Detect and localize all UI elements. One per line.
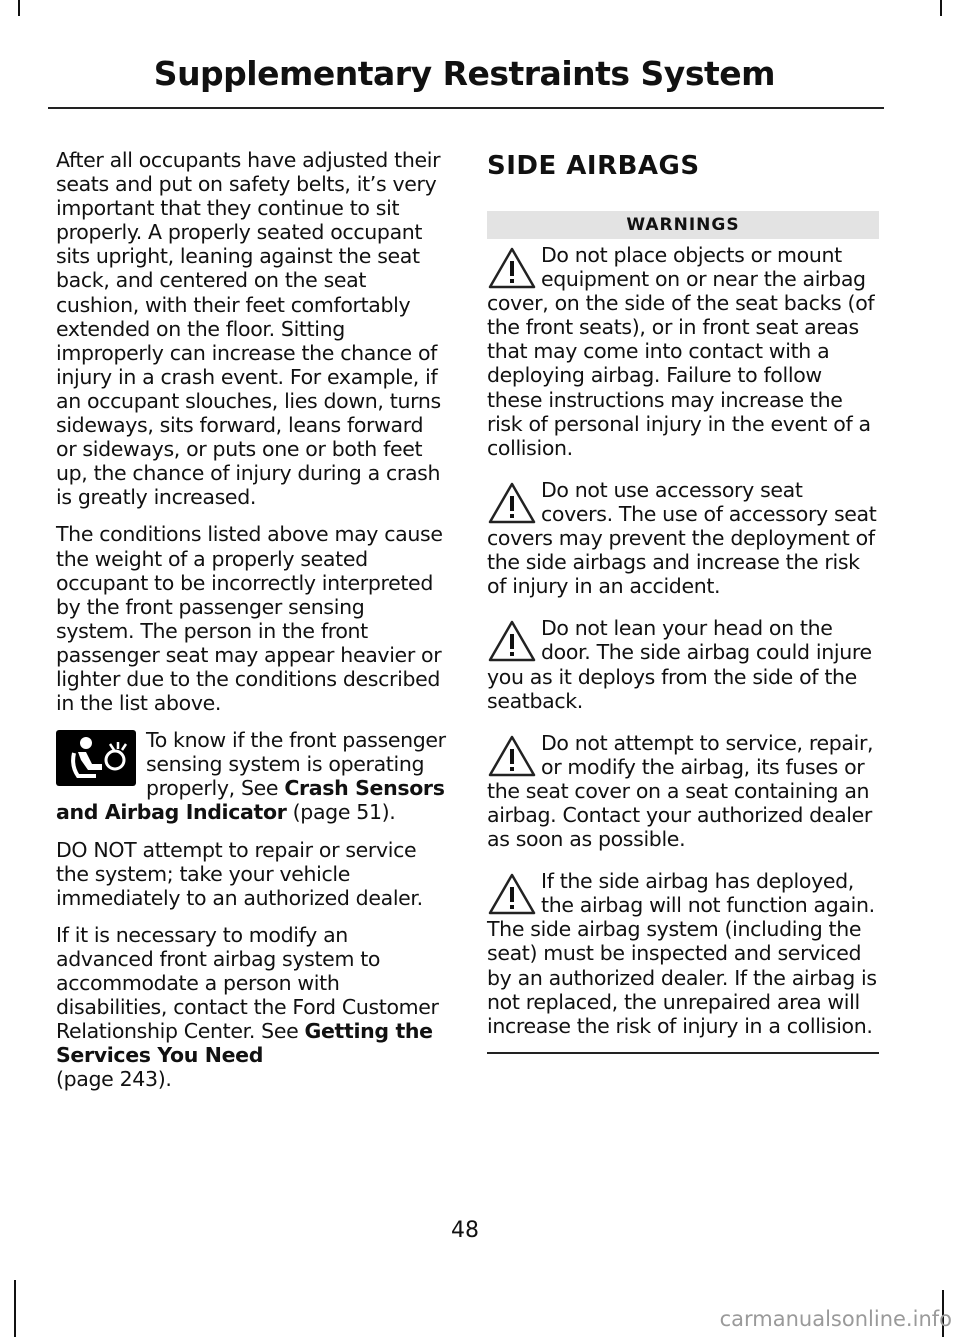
- warning-triangle-icon: [487, 619, 537, 663]
- crop-mark-bottom-left: [14, 1280, 16, 1337]
- warning-item: [487, 616, 879, 712]
- warning-item: [487, 731, 879, 851]
- warning-text: Do not place objects or mount equipment on or near the airbag cover, on the side of the seat backs (of the front seats), or in front seat areas that may come into contact with a deploying airbag. Failure to follow these instructions may increase the risk of personal injury in the event of a collision.: [487, 243, 875, 460]
- paragraph-disabilities: [56, 923, 448, 1092]
- header-rule: [48, 107, 884, 109]
- note-text: To know if the front passenger sensing system is operating properly, See: [146, 728, 446, 801]
- warning-item: [487, 243, 879, 460]
- crop-mark-top-left: [18, 0, 20, 16]
- getting-services-link[interactable]: Getting the Services You Need: [56, 1019, 433, 1068]
- paragraph-sitting-properly: After all occupants have adjusted their seats and put on safety belts, it’s very important that they continue to sit properly. A properly seated occupant sits upright, leaning against the seat back, and centered on the seat cushion, with their feet comfortably extended on the floor. Sitting improperly can increase the chance of injury in a crash event. For example, if an occupant slouches, lies down, turns sideways, sits forward, leans forward or sideways, or puts one or both feet up, the chance of injury during a crash is greatly increased.: [56, 148, 441, 510]
- airbag-passenger-icon: [56, 730, 136, 786]
- left-column: [56, 148, 448, 1104]
- warning-triangle-icon: [487, 872, 537, 916]
- warning-triangle-icon: [487, 481, 537, 525]
- warning-triangle-icon: [487, 246, 537, 290]
- passenger-sensing-note: [56, 728, 448, 824]
- right-column: [487, 148, 879, 1054]
- services-page-ref: (page 243).: [56, 1067, 172, 1092]
- page-number: 48: [451, 1218, 479, 1243]
- warning-item: [487, 869, 879, 1038]
- warning-text: Do not attempt to service, repair, or modify the airbag, its fuses or the seat cover on a seat containing an airbag. Contact your authorized dealer as soon as possible.: [487, 730, 874, 852]
- watermark: carmanualsonline.info: [719, 1307, 952, 1331]
- crop-mark-top-right: [940, 0, 942, 16]
- disabilities-text: If it is necessary to modify an advanced front airbag system to accommodate a person with disabilities, contact the Ford Customer Relationship Center. See: [56, 922, 439, 1044]
- paragraph-conditions: The conditions listed above may cause the weight of a properly seated occupant to be incorrectly interpreted by the front passenger sensing system. The person in the front passenger seat may appear heavier or lighter due to the conditions described in the list above.: [56, 522, 443, 716]
- warning-item: [487, 478, 879, 598]
- warning-triangle-icon: [487, 734, 537, 778]
- warning-text: Do not lean your head on the door. The side airbag could injure you as it deploys from the side of the seatback.: [487, 616, 872, 713]
- crash-sensors-link[interactable]: Crash Sensors and Airbag Indicator: [56, 776, 445, 825]
- warnings-end-rule: [487, 1052, 879, 1054]
- page-title: Supplementary Restraints System: [153, 54, 775, 93]
- note-page-ref: (page 51).: [286, 800, 396, 825]
- warnings-header: WARNINGS: [487, 211, 879, 239]
- paragraph-do-not-repair: DO NOT attempt to repair or service the system; take your vehicle immediately to an authorized dealer.: [56, 837, 423, 910]
- warning-text: If the side airbag has deployed, the airbag will not function again. The side airbag system (including the seat) must be inspected and serviced by an authorized dealer. If the airbag is not replaced, the unrepaired area will increase the risk of injury in a collision.: [487, 869, 877, 1038]
- warning-text: Do not use accessory seat covers. The use of accessory seat covers may prevent the deployment of the side airbags and increase the risk of injury in an accident.: [487, 477, 877, 599]
- section-title: SIDE AIRBAGS: [487, 151, 700, 181]
